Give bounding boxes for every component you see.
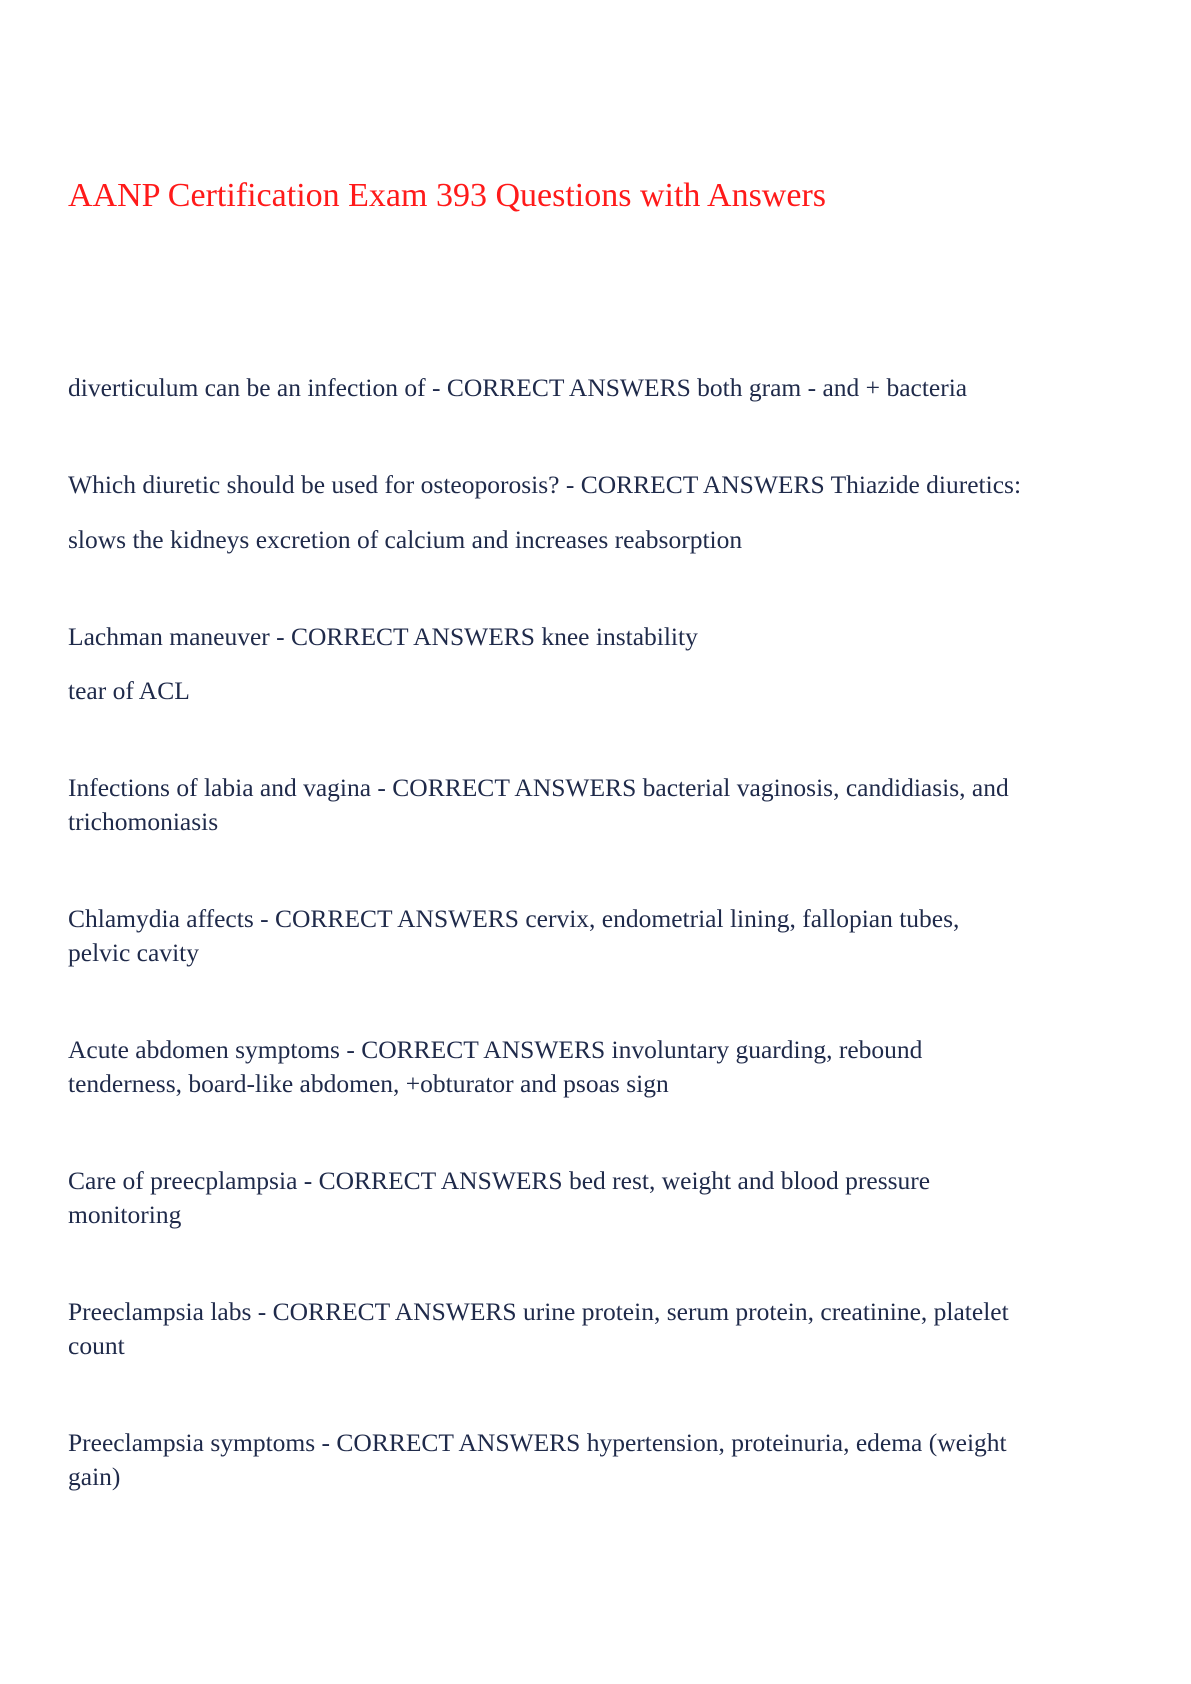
entry-1-line-1: diverticulum can be an infection of - CORRECT ANSWERS both gram - and + bacteria [68,373,968,402]
entry-7-line-1: Care of preecplampsia - CORRECT ANSWERS bed rest, weight and blood pressure [68,1166,931,1195]
entry-8-line-2: count [68,1331,125,1360]
entry-2-line-2: slows the kidneys excretion of calcium and increases reabsorption [68,525,743,554]
entry-2-line-1: Which diuretic should be used for osteoporosis? - CORRECT ANSWERS Thiazide diuretics: [68,470,1022,499]
entry-9-line-1: Preeclampsia symptoms - CORRECT ANSWERS hypertension, proteinuria, edema (weight [68,1428,1007,1457]
entry-6-line-2: tenderness, board-like abdomen, +obturator and psoas sign [68,1069,669,1098]
entry-5-line-1: Chlamydia affects - CORRECT ANSWERS cervix, endometrial lining, fallopian tubes, [68,904,960,933]
entry-3-line-1: Lachman maneuver - CORRECT ANSWERS knee instability [68,622,698,651]
entry-7-line-2: monitoring [68,1200,182,1229]
entry-6-line-1: Acute abdomen symptoms - CORRECT ANSWERS involuntary guarding, rebound [68,1035,923,1064]
entry-9-line-2: gain) [68,1462,121,1491]
entry-3-line-2: tear of ACL [68,676,190,705]
entry-8-line-1: Preeclampsia labs - CORRECT ANSWERS urine protein, serum protein, creatinine, platelet [68,1297,1009,1326]
entry-4-line-1: Infections of labia and vagina - CORRECT ANSWERS bacterial vaginosis, candidiasis, and [68,773,1009,802]
entry-4-line-2: trichomoniasis [68,807,219,836]
entry-5-line-2: pelvic cavity [68,938,199,967]
document-title: AANP Certification Exam 393 Questions with Answers [68,177,826,214]
